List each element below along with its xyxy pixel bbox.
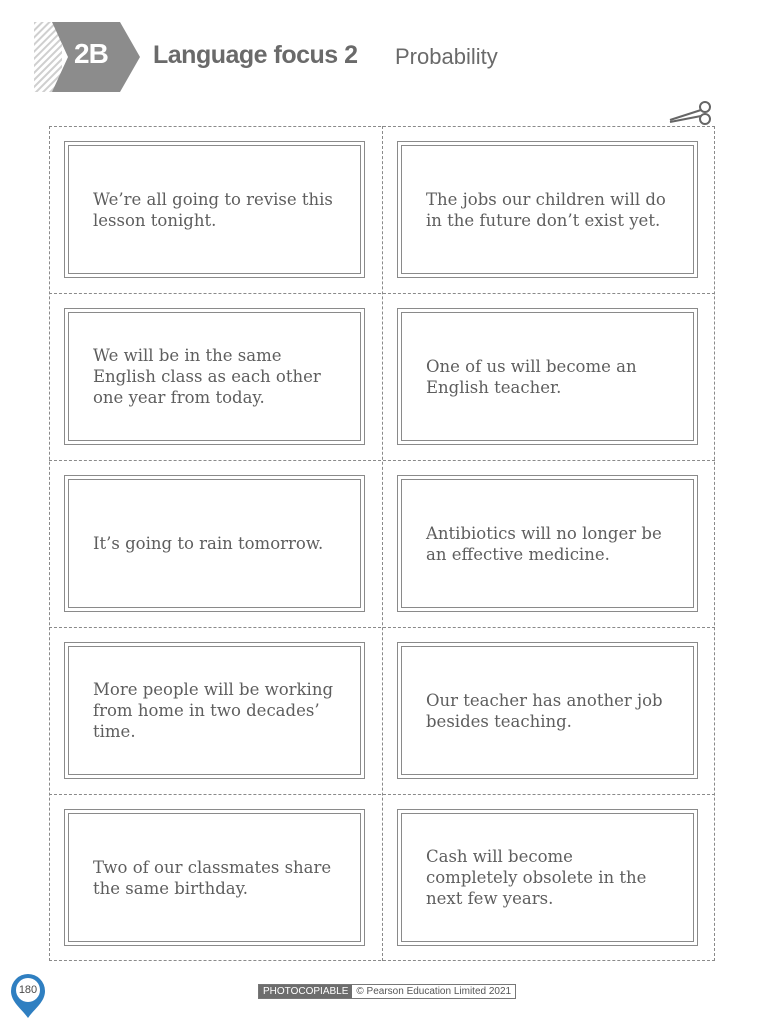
cut-line-horizontal: [49, 293, 715, 294]
statement-card: [397, 308, 698, 445]
cut-line-vertical: [382, 126, 383, 961]
card-text: Two of our classmates share the same birthday.: [93, 857, 332, 898]
statement-card: [397, 642, 698, 779]
statement-card: [397, 475, 698, 612]
page-subtitle: Probability: [395, 44, 498, 69]
card-text: Our teacher has another job besides teaching.: [426, 690, 663, 731]
card-text: More people will be working from home in two decades’ time.: [93, 680, 334, 741]
cut-line-horizontal: [49, 460, 715, 461]
page-title: Language focus 2: [153, 41, 358, 69]
statement-card: [64, 308, 365, 445]
statement-card: [64, 809, 365, 946]
card-text: Antibiotics will no longer be an effective medicine.: [426, 523, 662, 564]
card-text: The jobs our children will do in the future don’t exist yet.: [426, 189, 666, 230]
scissors-icon: [668, 98, 714, 128]
card-text: We will be in the same English class as each other one year from today.: [93, 346, 321, 407]
page-number: 180: [18, 984, 38, 996]
card-text: Cash will become completely obsolete in the next few years.: [426, 847, 647, 908]
card-text: We’re all going to revise this lesson tonight.: [93, 189, 333, 230]
cut-line-horizontal: [49, 627, 715, 628]
location-pin-icon: [9, 972, 47, 1020]
section-badge-label: 2B: [74, 38, 108, 69]
statement-card: [397, 809, 698, 946]
card-text: It’s going to rain tomorrow.: [93, 534, 324, 553]
card-text: One of us will become an English teacher.: [426, 356, 637, 397]
copyright-text: © Pearson Education Limited 2021: [356, 986, 512, 997]
statement-card: [64, 475, 365, 612]
statement-card: [397, 141, 698, 278]
statement-card: [64, 642, 365, 779]
cut-line-horizontal: [49, 794, 715, 795]
copyright-footer: [258, 984, 516, 999]
statement-card: [64, 141, 365, 278]
photocopiable-tag: PHOTOCOPIABLE: [259, 985, 352, 998]
